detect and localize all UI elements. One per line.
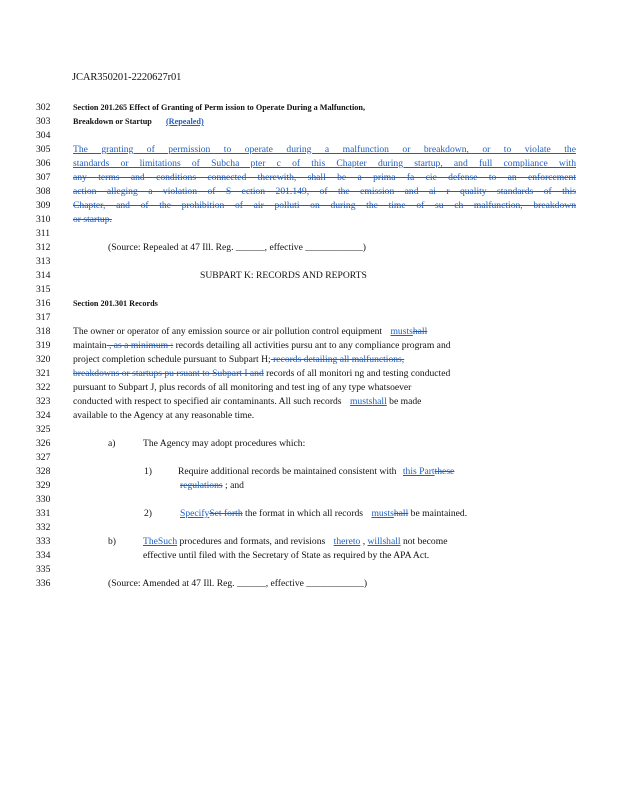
paragraph-text: available to the Agency at any reasonable time. <box>73 410 255 421</box>
deleted-text: hall <box>393 508 409 519</box>
source-note: (Source: Repealed at 47 Ill. Reg. ______, effective ____________) <box>108 242 366 253</box>
line-number: 312 <box>36 242 51 253</box>
inserted-text: will <box>367 536 383 547</box>
list-text-b-line2: effective until filed with the Secretary of State as required by the APA Act. <box>143 550 430 561</box>
document-id: JCAR350201-2220627r01 <box>72 72 182 83</box>
inserted-text: Such <box>157 536 178 547</box>
paragraph-text: maintain <box>73 340 107 351</box>
line-number: 316 <box>36 298 51 309</box>
section-heading-continued: Breakdown or Startup <box>73 117 152 126</box>
inserted-text: The <box>143 536 158 547</box>
line-number: 307 <box>36 172 51 183</box>
inserted-text: this Part <box>402 466 435 477</box>
line-number: 334 <box>36 550 51 561</box>
inserted-text: shall <box>382 536 401 547</box>
line-number: 324 <box>36 410 51 421</box>
line-number: 325 <box>36 424 51 435</box>
list-text-1-end: ; and <box>222 480 244 491</box>
list-label-b: b) <box>108 536 116 547</box>
paragraph-text: records of all monitori ng and testing conducted <box>263 368 451 379</box>
line-number: 326 <box>36 438 51 449</box>
line-number: 331 <box>36 508 51 519</box>
list-text-2: the format in which all records <box>242 508 364 519</box>
section-heading: Section 201.265 Effect of Granting of Perm ission to Operate During a Malfunction, <box>73 103 365 112</box>
deleted-text: regulations <box>180 480 223 491</box>
line-number: 304 <box>36 130 51 141</box>
list-text-2-end: be maintained. <box>408 508 468 519</box>
list-text-1: Require additional records be maintained consistent with <box>178 466 397 477</box>
inserted-text: musts <box>390 326 413 337</box>
line-number: 320 <box>36 354 51 365</box>
list-label-2: 2) <box>144 508 152 519</box>
line-number: 329 <box>36 480 51 491</box>
paragraph-text: conducted with respect to specified air contaminants. All such records <box>73 396 342 407</box>
list-text-b: procedures and formats, and revisions <box>177 536 326 547</box>
paragraph-text: be made <box>386 396 422 407</box>
deleted-text: , as a minimum : <box>106 340 174 351</box>
subpart-title: SUBPART K: RECORDS AND REPORTS <box>200 270 367 281</box>
deleted-paragraph-line: action alleging a violation of S ection 201.149, of the emission and ai r quality standards of this <box>73 186 576 197</box>
line-number: 313 <box>36 256 51 267</box>
deleted-paragraph-line: any terms and conditions connected therewith, shall be a prima fa cie defense to an enforcement <box>73 172 576 183</box>
deleted-text: Set forth <box>209 508 243 519</box>
line-number: 309 <box>36 200 51 211</box>
line-number: 302 <box>36 102 51 113</box>
line-number: 328 <box>36 466 51 477</box>
list-text-b-end: not become <box>400 536 448 547</box>
paragraph-text: project completion schedule pursuant to Subpart H; <box>73 354 271 365</box>
line-number: 315 <box>36 284 51 295</box>
inserted-text: musts <box>349 396 373 407</box>
deleted-paragraph-line: or startup. <box>73 214 112 225</box>
inserted-text: thereto <box>333 536 361 547</box>
line-number: 321 <box>36 368 51 379</box>
line-number: 306 <box>36 158 51 169</box>
paragraph-text: records detailing all activities pursu ant to any compliance program and <box>173 340 451 351</box>
deleted-text: these <box>434 466 455 477</box>
line-number: 308 <box>36 186 51 197</box>
line-number: 305 <box>36 144 51 155</box>
line-number: 314 <box>36 270 51 281</box>
deleted-text: hall <box>412 326 428 337</box>
section-heading: Section 201.301 Records <box>73 299 158 308</box>
deleted-text: breakdowns or startups pu rsuant to Subpart I and <box>73 368 264 379</box>
inserted-text: musts <box>371 508 394 519</box>
inserted-text: Specify <box>180 508 210 519</box>
line-number: 327 <box>36 452 51 463</box>
repealed-marker: (Repealed) <box>165 117 204 126</box>
inserted-text: hall <box>372 396 387 407</box>
line-number: 336 <box>36 578 51 589</box>
line-number: 323 <box>36 396 51 407</box>
repealed-paragraph-line: The granting of permission to operate during a malfunction or breakdown, or to violate the <box>73 144 576 155</box>
list-label-a: a) <box>108 438 116 449</box>
line-number: 322 <box>36 382 51 393</box>
source-note: (Source: Amended at 47 Ill. Reg. ______, effective ____________) <box>108 578 368 589</box>
deleted-text: records detailing all malfunctions, <box>270 354 405 365</box>
line-number: 311 <box>36 228 51 239</box>
line-number: 319 <box>36 340 51 351</box>
line-number: 318 <box>36 326 51 337</box>
list-text-a: The Agency may adopt procedures which: <box>143 438 306 449</box>
list-label-1: 1) <box>144 466 152 477</box>
paragraph-text: The owner or operator of any emission source or air pollution control equipment <box>73 326 383 337</box>
paragraph-text: pursuant to Subpart J, plus records of all monitoring and test ing of any type whatsoever <box>73 382 412 393</box>
line-number: 332 <box>36 522 51 533</box>
line-number: 310 <box>36 214 51 225</box>
line-number: 330 <box>36 494 51 505</box>
list-text-b: , <box>360 536 366 547</box>
line-number: 303 <box>36 116 51 127</box>
line-number: 335 <box>36 564 51 575</box>
repealed-paragraph-line: standards or limitations of Subcha pter c of this Chapter during startup, and full compliance with <box>73 158 576 169</box>
deleted-paragraph-line: Chapter, and of the prohibition of air polluti on during the time of su ch malfunction, breakdown <box>73 200 576 211</box>
line-number: 317 <box>36 312 51 323</box>
line-number: 333 <box>36 536 51 547</box>
